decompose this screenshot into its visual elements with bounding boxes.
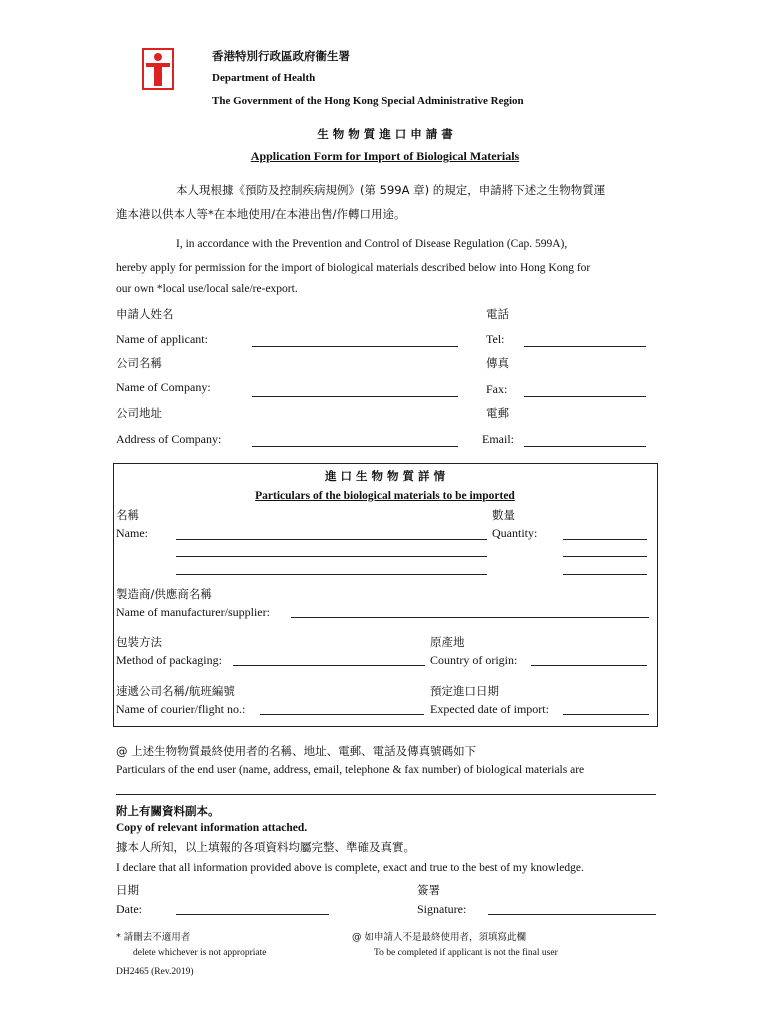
footnote-star-zh: * 請刪去不適用者 xyxy=(116,932,191,943)
footnote-at: To be completed if applicant is not the final user xyxy=(374,948,558,958)
origin-field[interactable] xyxy=(531,665,647,666)
quantity-field-1[interactable] xyxy=(563,539,647,540)
intro-en-line3: our own *local use/local sale/re-export. xyxy=(116,283,298,295)
packaging-field[interactable] xyxy=(233,665,425,666)
date-label: Date: xyxy=(116,902,142,916)
manufacturer-label-zh: 製造商/供應商名稱 xyxy=(116,587,212,601)
company-label: Name of Company: xyxy=(116,380,211,394)
applicant-name-label-zh: 申請人姓名 xyxy=(116,307,174,321)
fax-label-zh: 傳真 xyxy=(486,356,509,370)
declaration-zh: 據本人所知，以上填報的各項資料均屬完整、準確及真實。 xyxy=(116,840,415,854)
end-user-label-zh: @ 上述生物物質最終使用者的名稱、地址、電郵、電話及傳真號碼如下 xyxy=(116,744,477,758)
attach-note: Copy of relevant information attached. xyxy=(116,822,308,834)
material-name-field-3[interactable] xyxy=(176,574,487,575)
signature-label-zh: 簽署 xyxy=(417,883,440,897)
fax-label: Fax: xyxy=(486,382,508,396)
end-user-field[interactable] xyxy=(116,794,656,795)
particulars-title-en: Particulars of the biological materials to be imported xyxy=(255,490,515,502)
packaging-label: Method of packaging: xyxy=(116,653,222,667)
intro-en-line2: hereby apply for permission for the import of biological materials described below into Hong Kong for xyxy=(116,262,591,274)
particulars-title-zh: 進 口 生 物 物 質 詳 情 xyxy=(324,469,446,483)
signature-field[interactable] xyxy=(488,914,656,915)
quantity-label: Quantity: xyxy=(492,526,538,540)
footnote-at-zh: @ 如申請人不是最終使用者，須填寫此欄 xyxy=(352,932,527,943)
intro-zh-line1: 本人現根據《預防及控制疾病規例》(第 599A 章) 的規定，申請將下述之生物物質運 xyxy=(176,183,606,197)
material-name-label-zh: 名稱 xyxy=(116,508,139,522)
tel-label: Tel: xyxy=(486,332,505,346)
email-label: Email: xyxy=(482,432,514,446)
form-code: DH2465 (Rev.2019) xyxy=(116,967,194,977)
tel-label-zh: 電話 xyxy=(486,307,509,321)
fax-field[interactable] xyxy=(524,396,646,397)
origin-label-zh: 原產地 xyxy=(430,635,465,649)
company-label-zh: 公司名稱 xyxy=(116,356,162,370)
footnote-star: delete whichever is not appropriate xyxy=(133,948,267,958)
company-field[interactable] xyxy=(252,396,458,397)
applicant-name-field[interactable] xyxy=(252,346,458,347)
courier-label-zh: 速遞公司名稱/航班編號 xyxy=(116,684,235,698)
manufacturer-field[interactable] xyxy=(291,617,649,618)
origin-label: Country of origin: xyxy=(430,653,518,667)
department-of-health-logo-icon xyxy=(140,46,176,92)
email-field[interactable] xyxy=(524,446,646,447)
intro-zh-line2: 進本港以供本人等*在本地使用/在本港出售/作轉口用途。 xyxy=(116,207,406,221)
material-name-label: Name: xyxy=(116,526,148,540)
material-name-field-1[interactable] xyxy=(176,539,487,540)
date-label-zh: 日期 xyxy=(116,883,139,897)
government-name: The Government of the Hong Kong Special Administrative Region xyxy=(212,95,524,107)
end-user-label: Particulars of the end user (name, address, email, telephone & fax number) of biological materials are xyxy=(116,764,585,776)
title-en: Application Form for Import of Biological Materials xyxy=(250,149,520,163)
quantity-field-3[interactable] xyxy=(563,574,647,575)
signature-label: Signature: xyxy=(417,902,467,916)
intro-en-line1: I, in accordance with the Prevention and Control of Disease Regulation (Cap. 599A), xyxy=(176,238,568,250)
courier-field[interactable] xyxy=(260,714,424,715)
dept-name-zh: 香港特別行政區政府衞生署 xyxy=(212,49,350,63)
import-date-label-zh: 預定進口日期 xyxy=(430,684,499,698)
material-name-field-2[interactable] xyxy=(176,556,487,557)
packaging-label-zh: 包裝方法 xyxy=(116,635,162,649)
quantity-label-zh: 數量 xyxy=(492,508,515,522)
applicant-name-label: Name of applicant: xyxy=(116,332,208,346)
attach-note-zh: 附上有關資料副本。 xyxy=(116,804,220,818)
date-field[interactable] xyxy=(176,914,329,915)
quantity-field-2[interactable] xyxy=(563,556,647,557)
declaration-text: I declare that all information provided above is complete, exact and true to the best of my knowledge. xyxy=(116,862,584,874)
dept-name-en: Department of Health xyxy=(212,72,316,84)
address-label-zh: 公司地址 xyxy=(116,406,162,420)
address-field[interactable] xyxy=(252,446,458,447)
import-date-field[interactable] xyxy=(563,714,649,715)
tel-field[interactable] xyxy=(524,346,646,347)
address-label: Address of Company: xyxy=(116,432,222,446)
manufacturer-label: Name of manufacturer/supplier: xyxy=(116,605,270,619)
import-date-label: Expected date of import: xyxy=(430,702,549,716)
email-label-zh: 電郵 xyxy=(486,406,509,420)
title-zh: 生 物 物 質 進 口 申 請 書 xyxy=(317,127,453,141)
courier-label: Name of courier/flight no.: xyxy=(116,702,246,716)
